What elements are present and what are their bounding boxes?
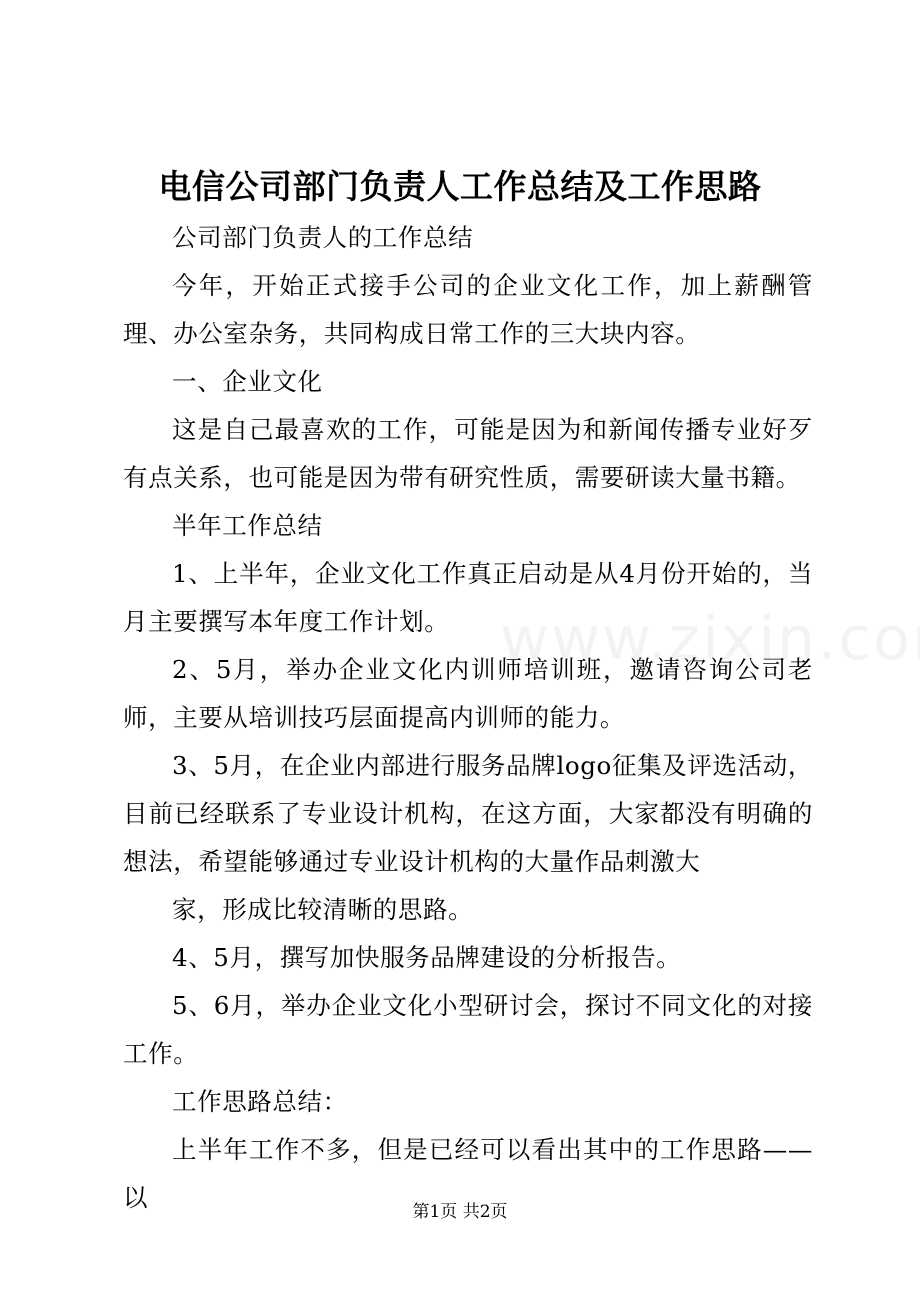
list-item-5: 5、6月，举办企业文化小型研讨会，探讨不同文化的对接工作。 [123, 991, 813, 1068]
list-item-3: 3、5月，在企业内部进行服务品牌logo征集及评选活动，目前已经联系了专业设计机构，在这方面，大家都没有明确的想法，希望能够通过专业设计机构的大量作品刺激大 [123, 751, 813, 876]
section-heading-approach: 工作思路总结： [172, 1087, 348, 1116]
paragraph-intro: 今年，开始正式接手公司的企业文化工作，加上薪酬管理、办公室杂务，共同构成日常工作的三大块内容。 [123, 271, 813, 348]
document-title: 电信公司部门负责人工作总结及工作思路 [158, 167, 762, 206]
page-footer: 第1页 共2页 [412, 1202, 508, 1222]
watermark [500, 604, 920, 674]
list-item-1: 1、上半年，企业文化工作真正启动是从4月份开始的，当月主要撰写本年度工作计划。 [123, 559, 813, 636]
paragraph-culture: 这是自己最喜欢的工作，可能是因为和新闻传播专业好歹有点关系，也可能是因为带有研究性质，需要研读大量书籍。 [123, 415, 813, 492]
section-heading-half-year: 半年工作总结 [172, 511, 323, 540]
paragraph-approach: 上半年工作不多，但是已经可以看出其中的工作思路——以 [123, 1135, 813, 1212]
list-item-4: 4、5月，撰写加快服务品牌建设的分析报告。 [172, 943, 682, 972]
paragraph-subtitle: 公司部门负责人的工作总结 [172, 223, 474, 252]
list-item-2: 2、5月，举办企业文化内训师培训班，邀请咨询公司老师，主要从培训技巧层面提高内训师的能力。 [123, 655, 813, 732]
document-body [123, 214, 813, 1222]
list-item-3-continued: 家，形成比较清晰的思路。 [172, 895, 474, 924]
section-heading-culture: 一、企业文化 [172, 367, 323, 396]
